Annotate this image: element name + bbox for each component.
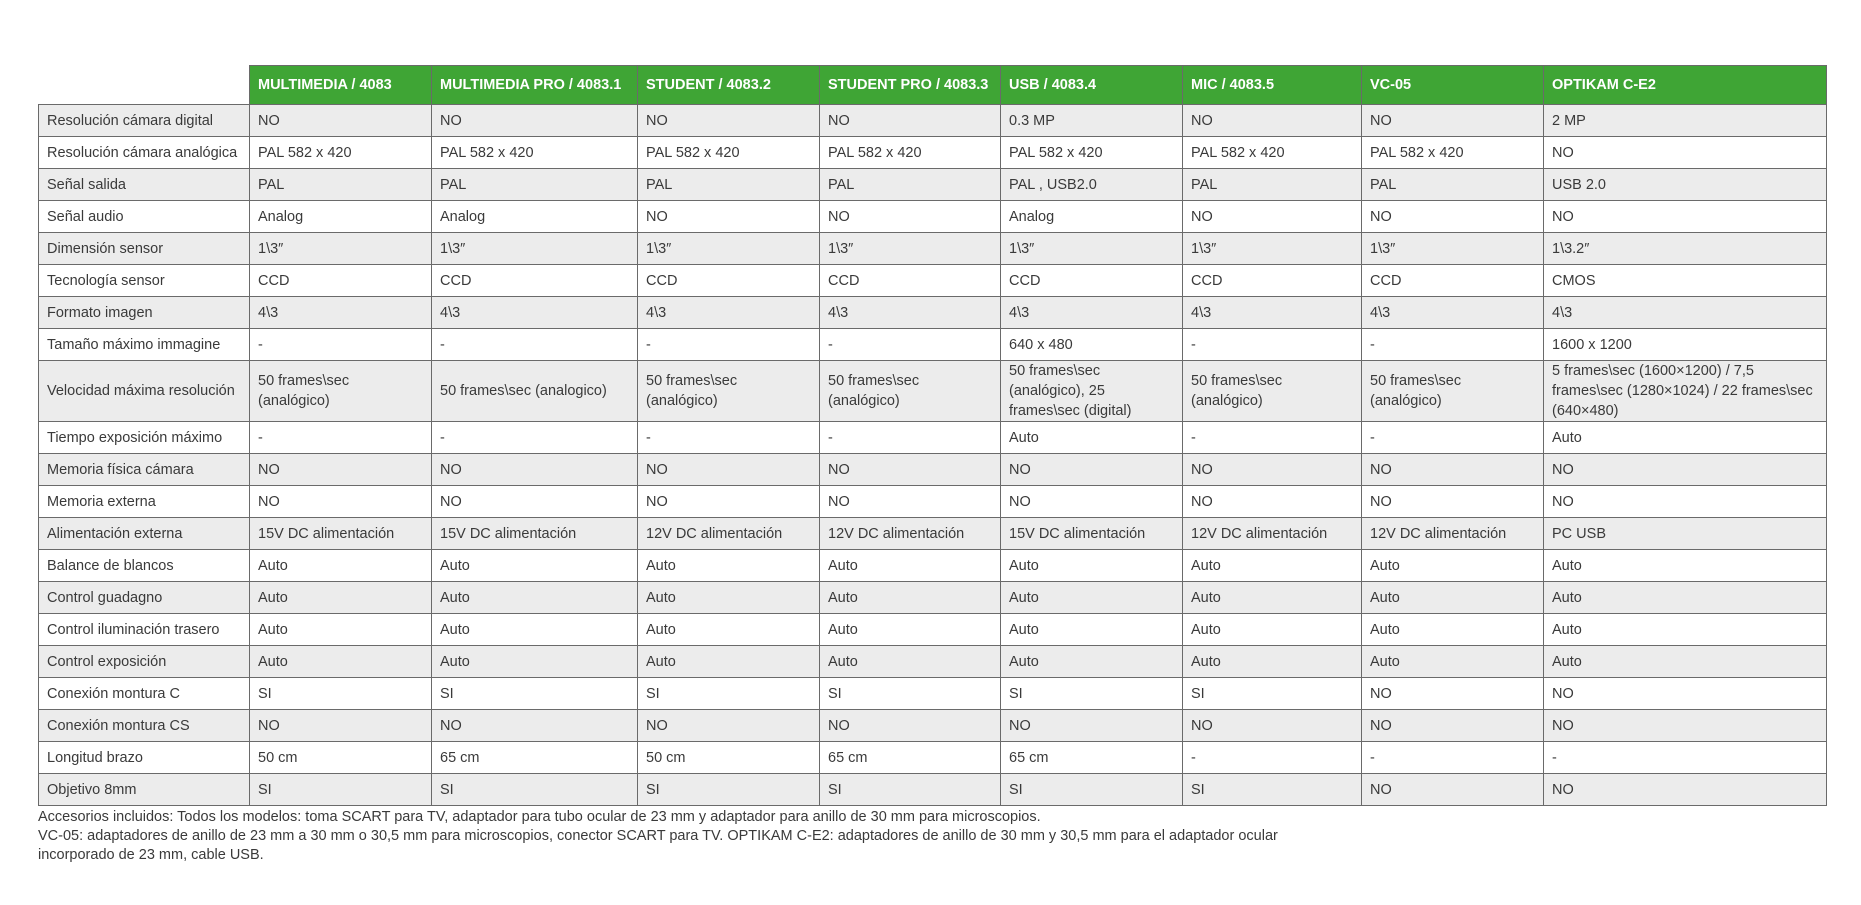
table-cell: SI <box>432 678 638 710</box>
table-cell: - <box>1183 329 1362 361</box>
table-cell: Auto <box>1183 582 1362 614</box>
column-header: STUDENT / 4083.2 <box>638 66 820 105</box>
table-cell: NO <box>432 710 638 742</box>
table-cell: 4\3 <box>250 297 432 329</box>
table-cell: - <box>1183 422 1362 454</box>
table-cell: SI <box>1001 678 1183 710</box>
row-label: Control exposición <box>39 646 250 678</box>
table-cell: 12V DC alimentación <box>1183 518 1362 550</box>
table-row <box>39 361 1827 422</box>
table-cell: PC USB <box>1544 518 1827 550</box>
table-row <box>39 678 1827 710</box>
row-label: Tecnología sensor <box>39 265 250 297</box>
table-cell: - <box>250 329 432 361</box>
table-cell: PAL <box>250 169 432 201</box>
table-row <box>39 614 1827 646</box>
table-row <box>39 265 1827 297</box>
table-cell: 50 cm <box>638 742 820 774</box>
table-cell: NO <box>638 201 820 233</box>
table-cell: Analog <box>432 201 638 233</box>
table-cell: 15V DC alimentación <box>432 518 638 550</box>
table-row <box>39 646 1827 678</box>
column-header: STUDENT PRO / 4083.3 <box>820 66 1001 105</box>
table-cell: NO <box>1544 454 1827 486</box>
table-cell: - <box>638 329 820 361</box>
row-label: Conexión montura CS <box>39 710 250 742</box>
row-label: Memoria externa <box>39 486 250 518</box>
table-row <box>39 105 1827 137</box>
row-label: Balance de blancos <box>39 550 250 582</box>
table-cell: NO <box>1362 454 1544 486</box>
table-cell: NO <box>820 201 1001 233</box>
row-label: Señal salida <box>39 169 250 201</box>
notes-line-1: Accesorios incluidos: Todos los modelos: toma SCART para TV, adaptador para tubo ocular de 23 mm y adaptador para anillo de 30 mm para microscopios. <box>38 809 1041 825</box>
row-label: Control guadagno <box>39 582 250 614</box>
table-cell: 50 frames\sec (analógico) <box>1362 361 1544 422</box>
table-cell: - <box>432 329 638 361</box>
table-cell: PAL <box>1183 169 1362 201</box>
table-cell: NO <box>432 454 638 486</box>
table-cell: NO <box>1362 105 1544 137</box>
table-cell: SI <box>638 774 820 806</box>
table-cell: Auto <box>1362 646 1544 678</box>
table-cell: 50 frames\sec (analógico) <box>250 361 432 422</box>
table-cell: SI <box>638 678 820 710</box>
row-label: Conexión montura C <box>39 678 250 710</box>
table-cell: Auto <box>638 646 820 678</box>
table-cell: NO <box>1001 710 1183 742</box>
table-cell: NO <box>250 105 432 137</box>
table-cell: NO <box>1183 486 1362 518</box>
notes-line-2: VC-05: adaptadores de anillo de 23 mm a 30 mm o 30,5 mm para microscopios, conector SCART para TV. OPTIKAM C-E2: adaptadores de anillo de 30 mm y 30,5 mm para el adaptador ocular incorporado de 23 mm, cable USB. <box>38 828 1278 863</box>
table-cell: 50 frames\sec (analógico), 25 frames\sec (digital) <box>1001 361 1183 422</box>
table-row <box>39 233 1827 265</box>
table-cell: 12V DC alimentación <box>1362 518 1544 550</box>
table-cell: NO <box>1544 486 1827 518</box>
table-cell: 12V DC alimentación <box>820 518 1001 550</box>
table-cell: NO <box>1183 454 1362 486</box>
header-corner-cell <box>39 66 250 105</box>
table-cell: 4\3 <box>820 297 1001 329</box>
table-cell: NO <box>1544 137 1827 169</box>
table-cell: Auto <box>638 550 820 582</box>
table-cell: PAL 582 x 420 <box>432 137 638 169</box>
table-cell: SI <box>1001 774 1183 806</box>
table-cell: 50 frames\sec (analógico) <box>1183 361 1362 422</box>
table-row <box>39 518 1827 550</box>
column-header: MULTIMEDIA / 4083 <box>250 66 432 105</box>
table-cell: NO <box>638 454 820 486</box>
table-header <box>39 66 1827 105</box>
table-cell: USB 2.0 <box>1544 169 1827 201</box>
spec-table-wrapper <box>38 65 1826 806</box>
table-cell: CCD <box>820 265 1001 297</box>
table-cell: PAL <box>1362 169 1544 201</box>
table-cell: CCD <box>250 265 432 297</box>
table-cell: Auto <box>1544 582 1827 614</box>
table-cell: NO <box>432 105 638 137</box>
table-cell: Auto <box>638 614 820 646</box>
table-row <box>39 137 1827 169</box>
table-cell: PAL <box>820 169 1001 201</box>
table-row <box>39 486 1827 518</box>
row-label: Señal audio <box>39 201 250 233</box>
table-cell: NO <box>1183 105 1362 137</box>
table-cell: NO <box>1183 201 1362 233</box>
table-cell: NO <box>1544 774 1827 806</box>
table-cell: NO <box>1362 710 1544 742</box>
table-cell: NO <box>250 454 432 486</box>
table-cell: Auto <box>1544 646 1827 678</box>
column-header: VC-05 <box>1362 66 1544 105</box>
table-cell: NO <box>820 710 1001 742</box>
table-cell: NO <box>1544 201 1827 233</box>
table-cell: Auto <box>432 550 638 582</box>
column-header: OPTIKAM C-E2 <box>1544 66 1827 105</box>
table-cell: PAL <box>638 169 820 201</box>
table-cell: Auto <box>1183 646 1362 678</box>
table-cell: 4\3 <box>1001 297 1183 329</box>
table-cell: 640 x 480 <box>1001 329 1183 361</box>
table-cell: SI <box>432 774 638 806</box>
row-label: Resolución cámara digital <box>39 105 250 137</box>
table-cell: NO <box>820 105 1001 137</box>
table-cell: Auto <box>432 614 638 646</box>
table-cell: PAL 582 x 420 <box>1001 137 1183 169</box>
table-cell: 4\3 <box>432 297 638 329</box>
table-cell: PAL 582 x 420 <box>250 137 432 169</box>
table-row <box>39 454 1827 486</box>
table-cell: Analog <box>250 201 432 233</box>
header-row <box>39 66 1827 105</box>
row-label: Dimensión sensor <box>39 233 250 265</box>
table-cell: NO <box>820 486 1001 518</box>
table-cell: SI <box>820 678 1001 710</box>
table-cell: 1\3.2″ <box>1544 233 1827 265</box>
table-cell: NO <box>638 105 820 137</box>
table-cell: 50 frames\sec (analógico) <box>820 361 1001 422</box>
table-cell: 1\3″ <box>820 233 1001 265</box>
table-cell: 15V DC alimentación <box>250 518 432 550</box>
column-header: MULTIMEDIA PRO / 4083.1 <box>432 66 638 105</box>
table-cell: Auto <box>1001 582 1183 614</box>
table-cell: PAL , USB2.0 <box>1001 169 1183 201</box>
table-row <box>39 329 1827 361</box>
table-row <box>39 550 1827 582</box>
table-cell: - <box>250 422 432 454</box>
table-cell: CCD <box>1001 265 1183 297</box>
table-cell: Auto <box>250 614 432 646</box>
table-cell: Auto <box>432 646 638 678</box>
table-cell: - <box>1362 422 1544 454</box>
accessories-notes <box>38 808 1338 865</box>
row-label: Objetivo 8mm <box>39 774 250 806</box>
table-cell: NO <box>1362 774 1544 806</box>
table-cell: Auto <box>1362 582 1544 614</box>
table-cell: CCD <box>1362 265 1544 297</box>
table-cell: PAL 582 x 420 <box>638 137 820 169</box>
table-cell: Auto <box>1544 550 1827 582</box>
table-cell: PAL <box>432 169 638 201</box>
row-label: Memoria física cámara <box>39 454 250 486</box>
table-cell: 4\3 <box>638 297 820 329</box>
table-cell: - <box>638 422 820 454</box>
table-cell: 65 cm <box>1001 742 1183 774</box>
table-cell: 65 cm <box>432 742 638 774</box>
row-label: Control iluminación trasero <box>39 614 250 646</box>
table-cell: 4\3 <box>1183 297 1362 329</box>
table-row <box>39 297 1827 329</box>
camera-spec-table <box>38 65 1827 806</box>
table-cell: Auto <box>820 614 1001 646</box>
table-cell: PAL 582 x 420 <box>1183 137 1362 169</box>
row-label: Tiempo exposición máximo <box>39 422 250 454</box>
table-cell: NO <box>1362 201 1544 233</box>
table-cell: 4\3 <box>1544 297 1827 329</box>
table-row <box>39 582 1827 614</box>
row-label: Longitud brazo <box>39 742 250 774</box>
row-label: Velocidad máxima resolución <box>39 361 250 422</box>
row-label: Resolución cámara analógica <box>39 137 250 169</box>
table-cell: - <box>1362 742 1544 774</box>
table-cell: Auto <box>1001 422 1183 454</box>
table-cell: PAL 582 x 420 <box>820 137 1001 169</box>
table-cell: 15V DC alimentación <box>1001 518 1183 550</box>
table-cell: SI <box>250 678 432 710</box>
column-header: USB / 4083.4 <box>1001 66 1183 105</box>
table-cell: Auto <box>250 646 432 678</box>
table-cell: NO <box>1544 710 1827 742</box>
table-cell: Auto <box>1001 550 1183 582</box>
table-body <box>39 105 1827 806</box>
table-cell: NO <box>1362 486 1544 518</box>
table-cell: 1600 x 1200 <box>1544 329 1827 361</box>
table-cell: PAL 582 x 420 <box>1362 137 1544 169</box>
table-cell: Auto <box>1001 646 1183 678</box>
table-row <box>39 742 1827 774</box>
table-cell: - <box>820 329 1001 361</box>
table-cell: 1\3″ <box>250 233 432 265</box>
table-row <box>39 422 1827 454</box>
table-cell: NO <box>820 454 1001 486</box>
table-cell: 50 frames\sec (analogico) <box>432 361 638 422</box>
table-cell: Analog <box>1001 201 1183 233</box>
table-cell: 4\3 <box>1362 297 1544 329</box>
table-cell: NO <box>1183 710 1362 742</box>
table-cell: Auto <box>250 582 432 614</box>
table-cell: NO <box>1001 486 1183 518</box>
table-cell: 1\3″ <box>1362 233 1544 265</box>
table-cell: NO <box>1362 678 1544 710</box>
table-cell: SI <box>820 774 1001 806</box>
table-cell: Auto <box>1183 550 1362 582</box>
table-cell: SI <box>1183 774 1362 806</box>
table-cell: Auto <box>820 582 1001 614</box>
table-cell: NO <box>250 486 432 518</box>
row-label: Formato imagen <box>39 297 250 329</box>
table-cell: Auto <box>638 582 820 614</box>
table-cell: 1\3″ <box>432 233 638 265</box>
table-cell: Auto <box>1183 614 1362 646</box>
table-cell: Auto <box>820 550 1001 582</box>
table-cell: 50 frames\sec (analógico) <box>638 361 820 422</box>
table-cell: CCD <box>432 265 638 297</box>
table-cell: Auto <box>250 550 432 582</box>
table-row <box>39 710 1827 742</box>
table-cell: Auto <box>1001 614 1183 646</box>
table-cell: - <box>1183 742 1362 774</box>
table-cell: Auto <box>1362 550 1544 582</box>
table-row <box>39 774 1827 806</box>
row-label: Alimentación externa <box>39 518 250 550</box>
table-cell: CCD <box>1183 265 1362 297</box>
table-cell: 1\3″ <box>1183 233 1362 265</box>
table-cell: 0.3 MP <box>1001 105 1183 137</box>
table-row <box>39 201 1827 233</box>
table-cell: 1\3″ <box>638 233 820 265</box>
table-cell: - <box>1362 329 1544 361</box>
table-cell: 5 frames\sec (1600×1200) / 7,5 frames\sec (1280×1024) / 22 frames\sec (640×480) <box>1544 361 1827 422</box>
table-cell: SI <box>1183 678 1362 710</box>
table-cell: 1\3″ <box>1001 233 1183 265</box>
table-cell: Auto <box>432 582 638 614</box>
table-row <box>39 169 1827 201</box>
table-cell: CMOS <box>1544 265 1827 297</box>
table-cell: - <box>1544 742 1827 774</box>
table-cell: Auto <box>1362 614 1544 646</box>
column-header: MIC / 4083.5 <box>1183 66 1362 105</box>
table-cell: NO <box>638 486 820 518</box>
table-cell: 12V DC alimentación <box>638 518 820 550</box>
table-cell: NO <box>1001 454 1183 486</box>
table-cell: NO <box>1544 678 1827 710</box>
table-cell: NO <box>250 710 432 742</box>
table-cell: 65 cm <box>820 742 1001 774</box>
table-cell: NO <box>432 486 638 518</box>
table-cell: CCD <box>638 265 820 297</box>
table-cell: NO <box>638 710 820 742</box>
table-cell: Auto <box>1544 422 1827 454</box>
table-cell: - <box>432 422 638 454</box>
table-cell: - <box>820 422 1001 454</box>
table-cell: 2 MP <box>1544 105 1827 137</box>
table-cell: Auto <box>820 646 1001 678</box>
table-cell: Auto <box>1544 614 1827 646</box>
table-cell: SI <box>250 774 432 806</box>
row-label: Tamaño máximo immagine <box>39 329 250 361</box>
table-cell: 50 cm <box>250 742 432 774</box>
